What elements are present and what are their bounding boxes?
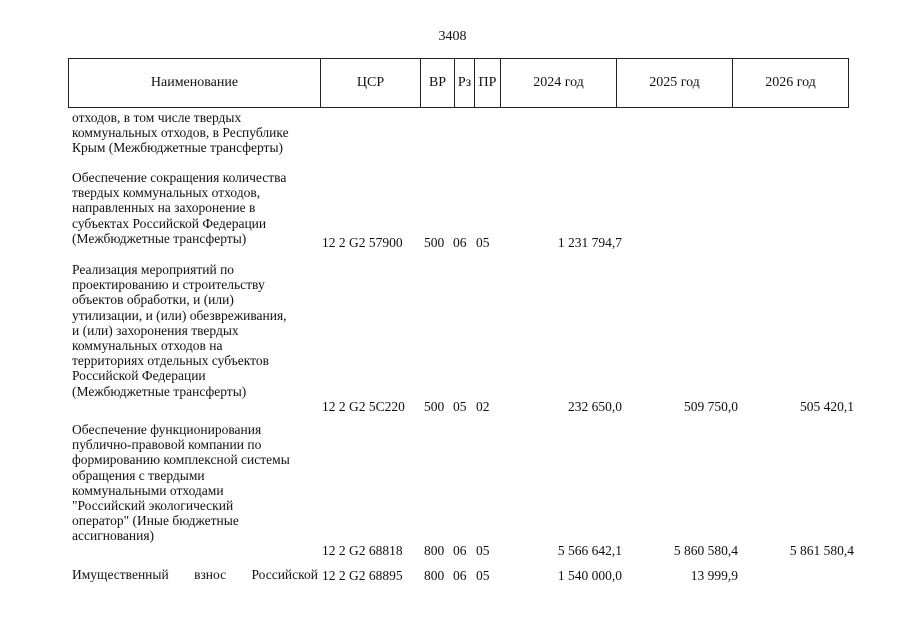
row-pr: 02 xyxy=(476,398,490,414)
row-vr: 500 xyxy=(424,398,445,414)
row-2024: 1 231 794,7 xyxy=(557,234,622,250)
page-number: 3408 xyxy=(438,29,467,44)
row-2025: 5 860 580,4 xyxy=(673,542,738,558)
row-csr: 12 2 G2 57900 xyxy=(322,234,403,250)
row-rz: 05 xyxy=(453,398,467,414)
row-rz: 06 xyxy=(453,542,467,558)
row-rz: 06 xyxy=(453,234,467,250)
row-name: Реализация мероприятий по проектированию и строительству объектов обработки, и (или) утилизации, и (или) обезвреживания, и (или) захоронения твердых коммунальных отходов на территориях отдельных субъектов Российской Федерации (Межбюджетные трансферты) xyxy=(72,262,287,399)
header-2025: 2025 год xyxy=(617,59,733,107)
header-2024: 2024 год xyxy=(501,59,617,107)
header-pr: ПР xyxy=(475,59,501,107)
table-row xyxy=(68,567,858,583)
row-2026: 505 420,1 xyxy=(800,398,854,414)
row-2024: 232 650,0 xyxy=(568,398,622,414)
header-name: Наименование xyxy=(69,59,321,107)
row-csr: 12 2 G2 5C220 xyxy=(322,398,405,414)
row-2024: 1 540 000,0 xyxy=(557,567,622,583)
table-row xyxy=(68,170,858,250)
row-name: Обеспечение функционирования публично-правовой компании по формированию комплексной системы обращения с твердыми коммунальными отходами "Российский экологический оператор" (Иные бюджетные ассигнования) xyxy=(72,422,290,544)
row-vr: 800 xyxy=(424,542,445,558)
row-vr: 800 xyxy=(424,567,445,583)
table-header xyxy=(68,58,849,108)
table-row xyxy=(68,422,858,558)
row-vr: 500 xyxy=(424,234,445,250)
row-2025: 509 750,0 xyxy=(684,398,738,414)
header-2026: 2026 год xyxy=(765,75,816,90)
table-row xyxy=(68,262,858,414)
row-csr: 12 2 G2 68895 xyxy=(322,567,403,583)
row-2024: 5 566 642,1 xyxy=(557,542,622,558)
row-pr: 05 xyxy=(476,542,490,558)
row-pr: 05 xyxy=(476,567,490,583)
row-pr: 05 xyxy=(476,234,490,250)
header-csr: ЦСР xyxy=(321,59,421,107)
row-name: Имущественный взнос Российской xyxy=(72,567,318,582)
row-name: Обеспечение сокращения количества твердых коммунальных отходов, направленных на захоронение в субъектах Российской Федерации (Межбюджетные трансферты) xyxy=(72,170,287,246)
row-csr: 12 2 G2 68818 xyxy=(322,542,403,558)
header-rz: Рз xyxy=(455,59,475,107)
row-rz: 06 xyxy=(453,567,467,583)
row-2026: 5 861 580,4 xyxy=(789,542,854,558)
header-vr: ВР xyxy=(421,59,455,107)
row-name: отходов, в том числе твердых коммунальных отходов, в Республике Крым (Межбюджетные трансферты) xyxy=(72,110,289,156)
row-2025: 13 999,9 xyxy=(690,567,738,583)
table-row xyxy=(68,110,858,156)
